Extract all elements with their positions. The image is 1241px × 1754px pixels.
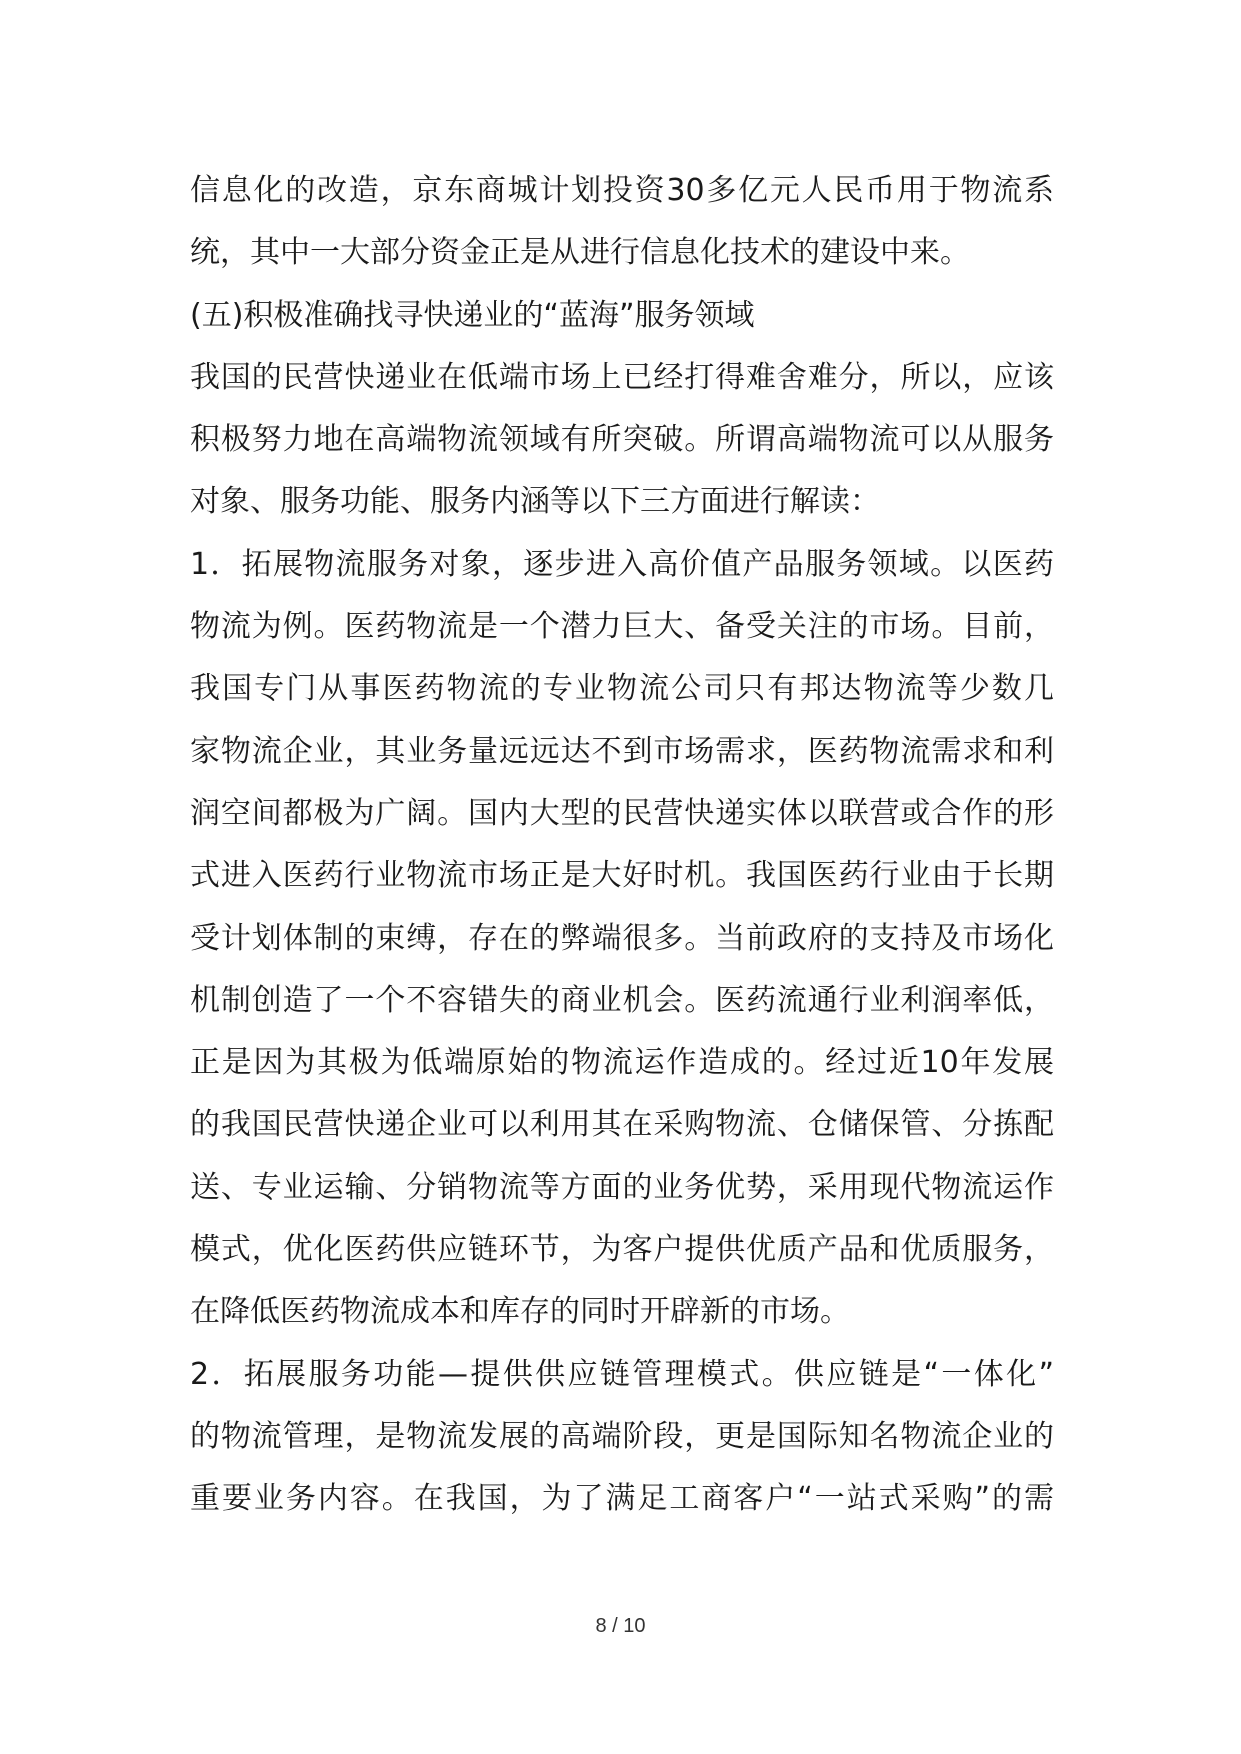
text-line: 润空间都极为广阔。国内大型的民营快递实体以联营或合作的形 — [190, 795, 1054, 831]
text-line: 式进入医药行业物流市场正是大好时机。我国医药行业由于长期 — [190, 858, 1054, 894]
text-line: 积极努力地在高端物流领域有所突破。所谓高端物流可以从服务 — [190, 422, 1054, 458]
text-line: 重要业务内容。在我国，为了满足工商客户“一站式采购”的需 — [190, 1481, 1054, 1517]
text-line: 正是因为其极为低端原始的物流运作造成的。经过近10年发展 — [190, 1045, 1054, 1081]
text-line: 对象、服务功能、服务内涵等以下三方面进行解读： — [190, 484, 880, 520]
document-body — [190, 160, 1054, 1531]
text-line: 送、专业运输、分销物流等方面的业务优势，采用现代物流运作 — [190, 1169, 1054, 1205]
text-line: 在降低医药物流成本和库存的同时开辟新的市场。 — [190, 1294, 850, 1330]
text-line: 的物流管理，是物流发展的高端阶段，更是国际知名物流企业的 — [190, 1418, 1054, 1454]
text-line: 模式，优化医药供应链环节，为客户提供优质产品和优质服务， — [190, 1232, 1054, 1268]
text-line: 机制创造了一个不容错失的商业机会。医药流通行业利润率低， — [190, 982, 1054, 1018]
text-line: 物流为例。医药物流是一个潜力巨大、备受关注的市场。目前， — [190, 609, 1054, 645]
page-number: 8 / 10 — [595, 1615, 646, 1637]
section-heading: (五)积极准确找寻快递业的“蓝海”服务领域 — [190, 297, 755, 333]
list-item-2-line: 2．拓展服务功能—提供供应链管理模式。供应链是“一体化” — [190, 1356, 1054, 1392]
text-line: 受计划体制的束缚，存在的弊端很多。当前政府的支持及市场化 — [190, 920, 1054, 956]
text-line: 统，其中一大部分资金正是从进行信息化技术的建设中来。 — [190, 235, 970, 271]
text-line: 我国专门从事医药物流的专业物流公司只有邦达物流等少数几 — [190, 671, 1054, 707]
text-line: 家物流企业，其业务量远远达不到市场需求，医药物流需求和利 — [190, 733, 1054, 769]
text-line: 信息化的改造，京东商城计划投资30多亿元人民币用于物流系 — [190, 173, 1054, 208]
text-line: 的我国民营快递企业可以利用其在采购物流、仓储保管、分拣配 — [190, 1107, 1054, 1143]
list-item-1-line: 1．拓展物流服务对象，逐步进入高价值产品服务领域。以医药 — [190, 546, 1054, 582]
text-line: 我国的民营快递业在低端市场上已经打得难舍难分，所以，应该 — [190, 359, 1054, 395]
